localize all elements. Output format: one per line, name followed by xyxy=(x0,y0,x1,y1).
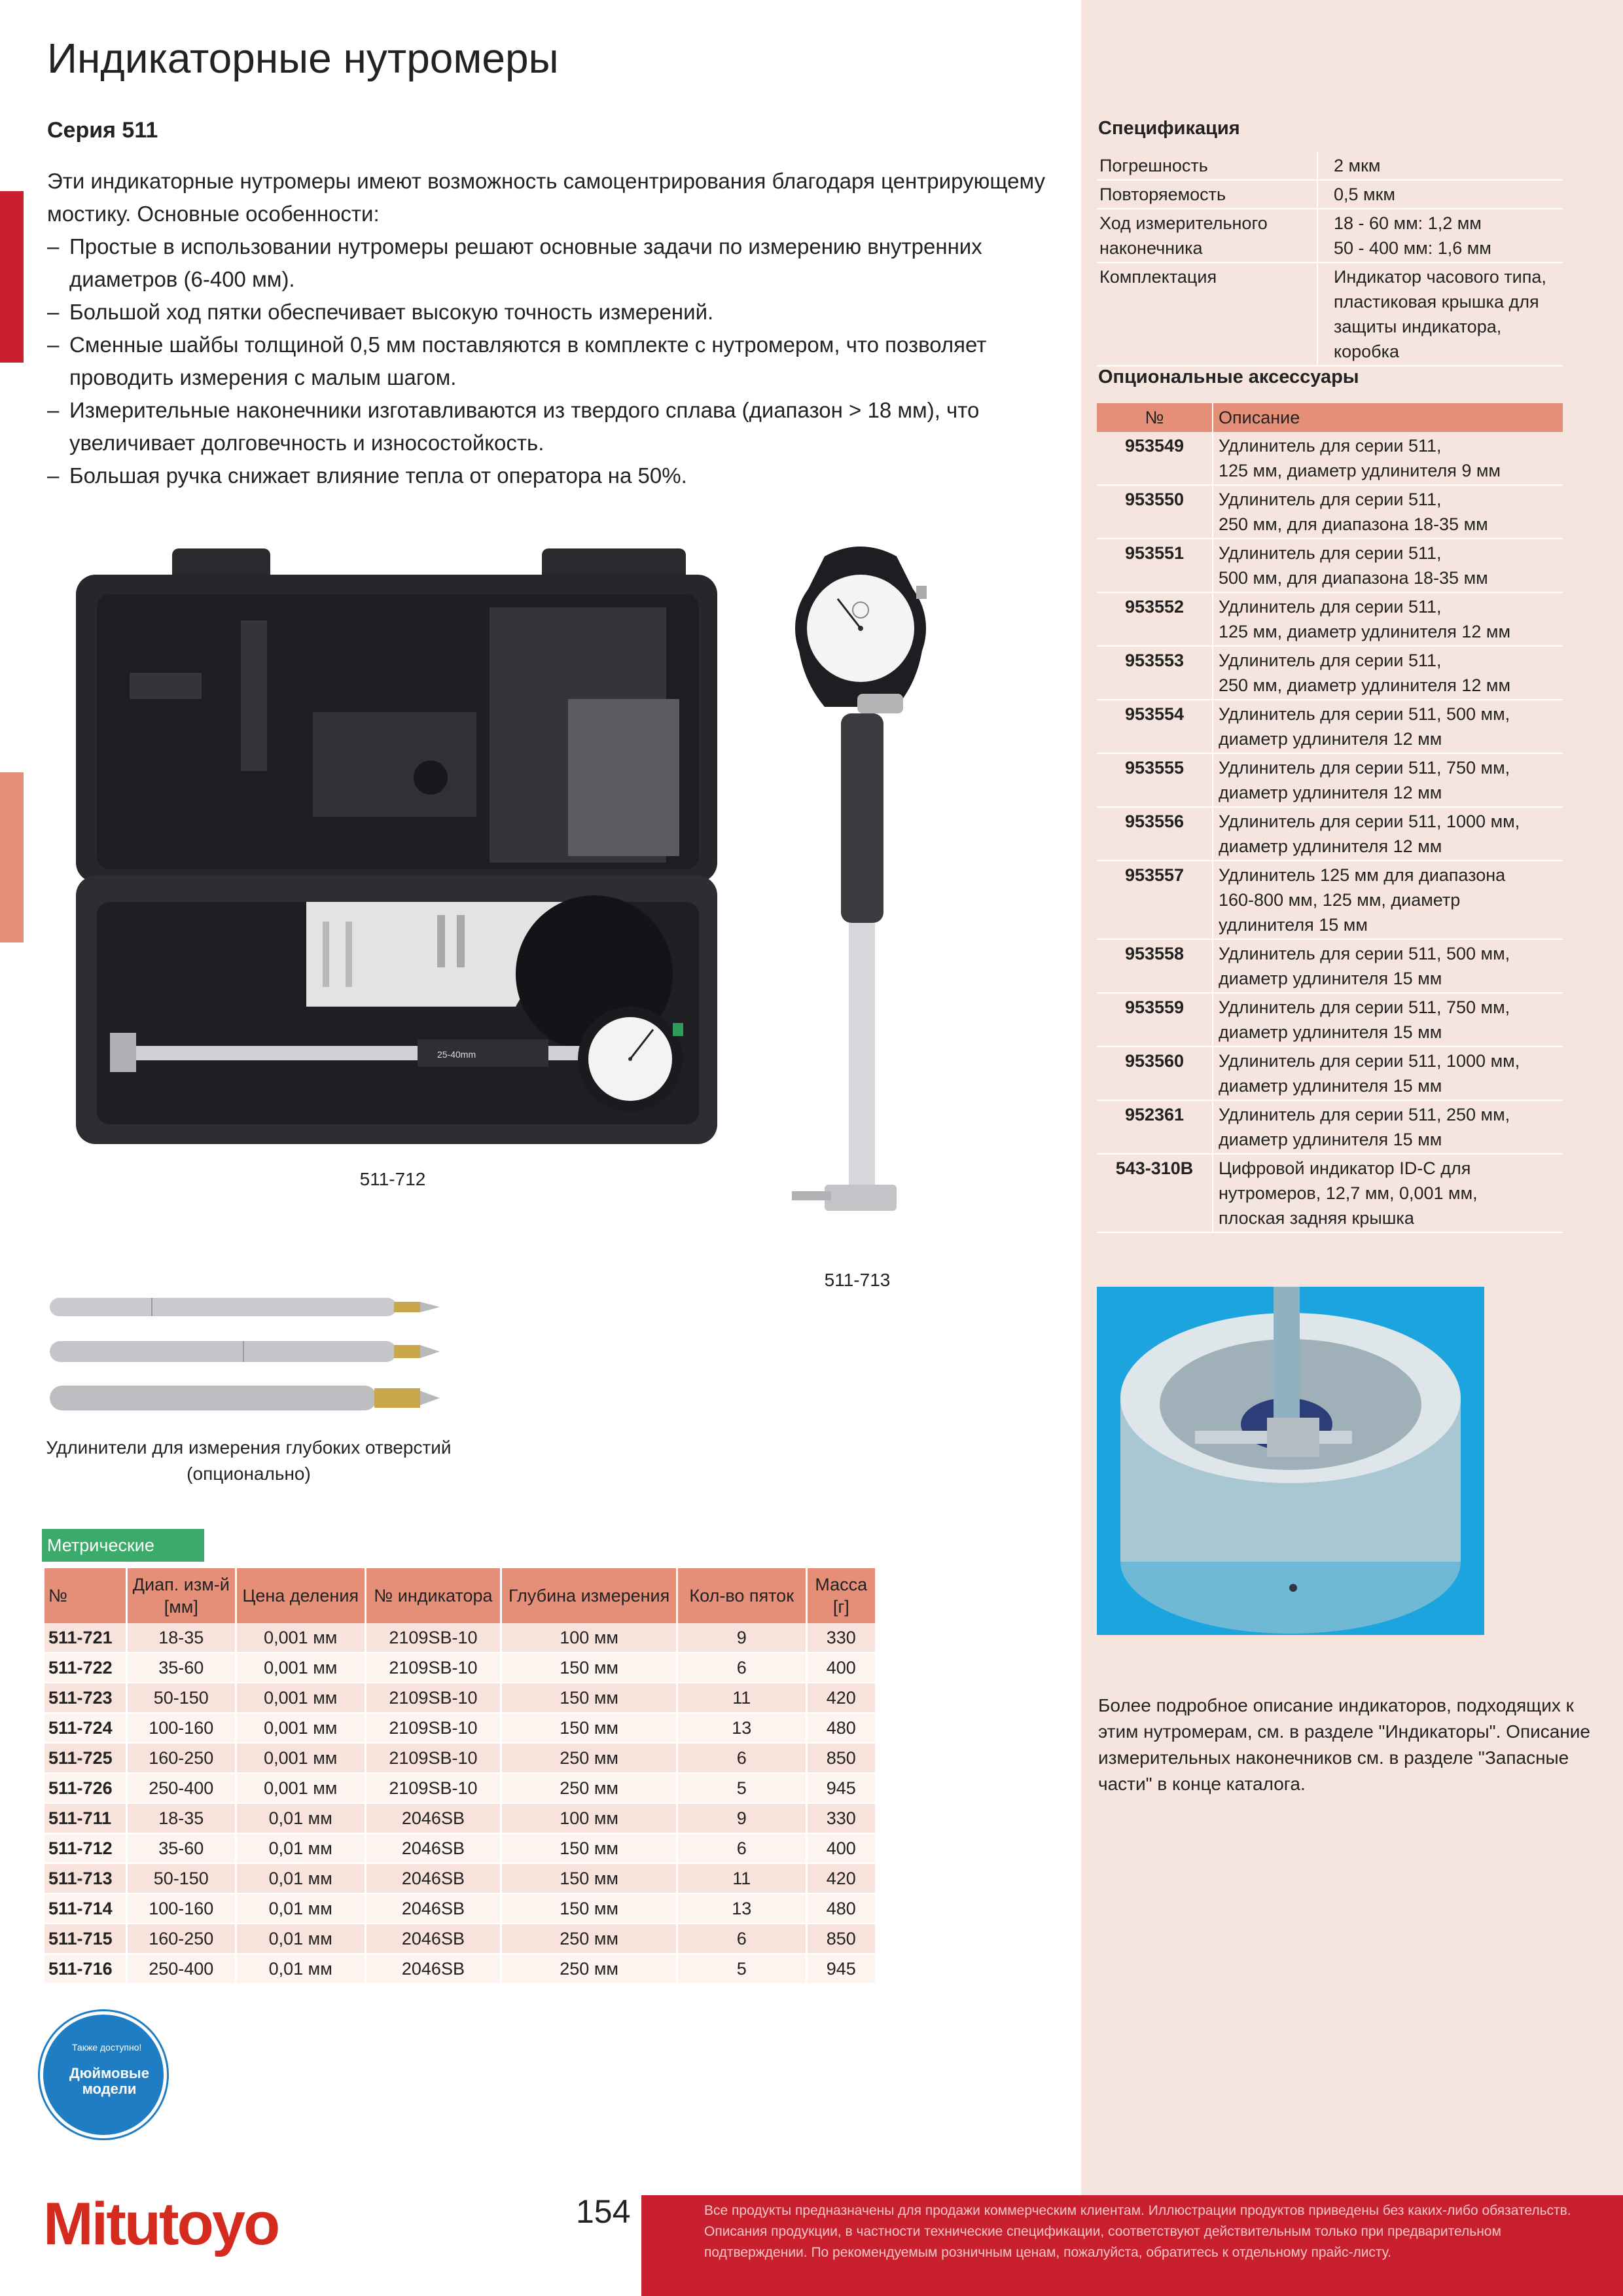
metric-anvils: 13 xyxy=(677,1713,806,1743)
metric-depth: 150 мм xyxy=(501,1893,677,1924)
metric-resolution: 0,01 мм xyxy=(236,1833,365,1863)
inch-models-badge xyxy=(43,2015,164,2135)
feature-item: – Измерительные наконечники изготавливаются из твердого сплава (диапазон > 18 мм), что увеличивает долговечность и износостойкость. xyxy=(47,394,1055,459)
metric-range: 18-35 xyxy=(126,1623,236,1653)
accessories-body xyxy=(1097,432,1563,1232)
spec-key: Комплектация xyxy=(1097,262,1317,366)
metric-no: 511-721 xyxy=(45,1623,126,1653)
metric-mass: 480 xyxy=(806,1713,876,1743)
badge-line1: Также доступно! xyxy=(72,2042,142,2053)
accessory-description: Удлинитель для серии 511, 500 мм, для диапазона 18-35 мм xyxy=(1213,539,1563,592)
metric-no: 511-715 xyxy=(45,1924,126,1954)
metric-anvils: 11 xyxy=(677,1863,806,1893)
accessory-number: 953555 xyxy=(1097,753,1213,807)
rods-caption-line2: (опционально) xyxy=(187,1463,311,1484)
accessory-description: Удлинитель для серии 511, 1000 мм, диаметр удлинителя 15 мм xyxy=(1213,1047,1563,1100)
metric-header-row xyxy=(45,1568,876,1623)
gauge-caption: 511-713 xyxy=(824,1270,891,1290)
spec-row xyxy=(1097,180,1563,209)
metric-depth: 250 мм xyxy=(501,1924,677,1954)
metric-range: 100-160 xyxy=(126,1713,236,1743)
metric-table xyxy=(45,1568,877,1984)
metric-mass: 400 xyxy=(806,1653,876,1683)
metric-no: 511-713 xyxy=(45,1863,126,1893)
metric-row xyxy=(45,1893,876,1924)
metric-range: 35-60 xyxy=(126,1833,236,1863)
metric-indicator: 2109SB-10 xyxy=(365,1653,501,1683)
accessory-row xyxy=(1097,939,1563,993)
page-number: 154 xyxy=(576,2193,631,2230)
info-note: Более подробное описание индикаторов, подходящих к этим нутромерам, см. в разделе "Индикаторы". Описание измерительных наконечников см. в разделе "Запасные части" в конце каталога. xyxy=(1098,1695,1590,1794)
metric-no: 511-726 xyxy=(45,1773,126,1803)
accessory-number: 953554 xyxy=(1097,700,1213,753)
metric-range: 160-250 xyxy=(126,1743,236,1773)
metric-range: 250-400 xyxy=(126,1954,236,1984)
accessory-row xyxy=(1097,1100,1563,1154)
metric-resolution: 0,001 мм xyxy=(236,1743,365,1773)
metric-indicator: 2046SB xyxy=(365,1863,501,1893)
feature-item: – Сменные шайбы толщиной 0,5 мм поставляются в комплекте с нутромером, что позволяет проводить измерения с малым шагом. xyxy=(47,329,1055,394)
metric-no: 511-714 xyxy=(45,1893,126,1924)
accessory-row xyxy=(1097,807,1563,861)
accessory-number: 953549 xyxy=(1097,432,1213,485)
metric-tag: Метрические xyxy=(42,1529,204,1562)
metric-mass: 420 xyxy=(806,1863,876,1893)
case-511-712-image xyxy=(71,548,719,1149)
spec-value: 0,5 мкм xyxy=(1317,180,1563,209)
case-caption: 511-712 xyxy=(359,1169,426,1189)
metric-depth: 150 мм xyxy=(501,1713,677,1743)
metric-anvils: 9 xyxy=(677,1623,806,1653)
metric-no: 511-712 xyxy=(45,1833,126,1863)
accessory-description: Удлинитель для серии 511, 750 мм, диаметр удлинителя 15 мм xyxy=(1213,993,1563,1047)
metric-depth: 250 мм xyxy=(501,1773,677,1803)
metric-anvils: 6 xyxy=(677,1743,806,1773)
metric-anvils: 6 xyxy=(677,1833,806,1863)
spec-row xyxy=(1097,209,1563,262)
accessories-header-row xyxy=(1097,403,1563,432)
bore-measurement-photo xyxy=(1097,1287,1484,1635)
accessory-number: 952361 xyxy=(1097,1100,1213,1154)
metric-depth: 250 мм xyxy=(501,1743,677,1773)
accessory-number: 953553 xyxy=(1097,646,1213,700)
metric-indicator: 2109SB-10 xyxy=(365,1683,501,1713)
metric-indicator: 2109SB-10 xyxy=(365,1713,501,1743)
metric-range: 50-150 xyxy=(126,1863,236,1893)
accessory-row xyxy=(1097,993,1563,1047)
metric-anvils: 6 xyxy=(677,1653,806,1683)
metric-mass: 945 xyxy=(806,1773,876,1803)
spec-row xyxy=(1097,262,1563,366)
accessory-number: 953552 xyxy=(1097,592,1213,646)
metric-anvils: 5 xyxy=(677,1773,806,1803)
gauge-511-713-image xyxy=(779,537,942,1250)
accessory-number: 953551 xyxy=(1097,539,1213,592)
metric-row xyxy=(45,1683,876,1713)
metric-mass: 850 xyxy=(806,1743,876,1773)
metric-resolution: 0,001 мм xyxy=(236,1683,365,1713)
metric-resolution: 0,001 мм xyxy=(236,1713,365,1743)
metric-mass: 330 xyxy=(806,1623,876,1653)
metric-col-range: Диап. изм-й [мм] xyxy=(126,1568,236,1623)
metric-depth: 150 мм xyxy=(501,1833,677,1863)
accessory-row xyxy=(1097,646,1563,700)
accessory-description: Удлинитель для серии 511, 1000 мм, диаметр удлинителя 12 мм xyxy=(1213,807,1563,861)
metric-row xyxy=(45,1833,876,1863)
intro-text: Эти индикаторные нутромеры имеют возможность самоцентрирования благодаря центрирующему мостику. Основные особенности: xyxy=(47,169,1046,226)
accessory-number: 543-310B xyxy=(1097,1154,1213,1232)
metric-no: 511-716 xyxy=(45,1954,126,1984)
accessory-number: 953550 xyxy=(1097,485,1213,539)
accessory-description: Удлинитель для серии 511, 750 мм, диаметр удлинителя 12 мм xyxy=(1213,753,1563,807)
metric-row xyxy=(45,1803,876,1833)
metric-no: 511-724 xyxy=(45,1713,126,1743)
feature-item: – Простые в использовании нутромеры решают основные задачи по измерению внутренних диаметров (6-400 мм). xyxy=(47,230,1055,296)
metric-mass: 420 xyxy=(806,1683,876,1713)
metric-row xyxy=(45,1773,876,1803)
accessory-description: Удлинитель для серии 511, 500 мм, диаметр удлинителя 12 мм xyxy=(1213,700,1563,753)
accessories-col-desc: Описание xyxy=(1213,403,1563,432)
metric-no: 511-725 xyxy=(45,1743,126,1773)
metric-anvils: 13 xyxy=(677,1893,806,1924)
metric-no: 511-722 xyxy=(45,1653,126,1683)
metric-depth: 150 мм xyxy=(501,1683,677,1713)
accessory-description: Удлинитель для серии 511, 250 мм, для диапазона 18-35 мм xyxy=(1213,485,1563,539)
accessory-description: Удлинитель для серии 511, 125 мм, диаметр удлинителя 12 мм xyxy=(1213,592,1563,646)
metric-indicator: 2109SB-10 xyxy=(365,1623,501,1653)
metric-indicator: 2109SB-10 xyxy=(365,1773,501,1803)
series-heading: Серия 511 xyxy=(47,118,158,143)
accessories-col-no: № xyxy=(1097,403,1213,432)
metric-col-resolution: Цена деления xyxy=(236,1568,365,1623)
metric-row xyxy=(45,1924,876,1954)
metric-range: 100-160 xyxy=(126,1893,236,1924)
metric-resolution: 0,001 мм xyxy=(236,1653,365,1683)
metric-mass: 400 xyxy=(806,1833,876,1863)
metric-anvils: 9 xyxy=(677,1803,806,1833)
metric-resolution: 0,01 мм xyxy=(236,1924,365,1954)
accessory-number: 953559 xyxy=(1097,993,1213,1047)
section-tab-salmon xyxy=(0,772,24,942)
metric-indicator: 2046SB xyxy=(365,1924,501,1954)
metric-resolution: 0,001 мм xyxy=(236,1773,365,1803)
metric-row xyxy=(45,1743,876,1773)
footer-disclaimer: Все продукты предназначены для продажи коммерческим клиентам. Иллюстрации продуктов приведены без каких-либо обязательств. Описания продукции, в частности технические спецификации, соответствуют действительным только при предварительном подтверждении. По рекомендуемым розничным ценам, пожалуйста, обратитесь к отдельному прайс-листу. xyxy=(704,2203,1571,2260)
accessory-number: 953557 xyxy=(1097,861,1213,939)
metric-depth: 250 мм xyxy=(501,1954,677,1984)
accessory-row xyxy=(1097,592,1563,646)
accessory-row xyxy=(1097,861,1563,939)
spec-row xyxy=(1097,152,1563,180)
metric-resolution: 0,01 мм xyxy=(236,1954,365,1984)
metric-resolution: 0,01 мм xyxy=(236,1863,365,1893)
metric-no: 511-711 xyxy=(45,1803,126,1833)
accessory-description: Удлинитель для серии 511, 250 мм, диаметр удлинителя 15 мм xyxy=(1213,1100,1563,1154)
spec-key: Ход измерительного наконечника xyxy=(1097,209,1317,262)
metric-range: 50-150 xyxy=(126,1683,236,1713)
metric-indicator: 2046SB xyxy=(365,1833,501,1863)
case-size-label: 25-40mm xyxy=(437,1049,476,1060)
metric-resolution: 0,01 мм xyxy=(236,1803,365,1833)
metric-row xyxy=(45,1653,876,1683)
metric-anvils: 11 xyxy=(677,1683,806,1713)
features-list xyxy=(47,230,1055,492)
badge-line2: Дюймовые модели xyxy=(69,2065,149,2097)
accessories-table xyxy=(1097,403,1563,1233)
accessory-row xyxy=(1097,485,1563,539)
accessory-row xyxy=(1097,432,1563,485)
metric-depth: 150 мм xyxy=(501,1863,677,1893)
feature-item: – Большая ручка снижает влияние тепла от оператора на 50%. xyxy=(47,459,1055,492)
metric-mass: 480 xyxy=(806,1893,876,1924)
spec-value: 18 - 60 мм: 1,2 мм 50 - 400 мм: 1,6 мм xyxy=(1317,209,1563,262)
metric-mass: 945 xyxy=(806,1954,876,1984)
accessory-row xyxy=(1097,1047,1563,1100)
mitutoyo-logo: Mitutoyo xyxy=(43,2191,279,2257)
accessory-number: 953560 xyxy=(1097,1047,1213,1100)
metric-depth: 100 мм xyxy=(501,1803,677,1833)
accessory-description: Цифровой индикатор ID-C для нутромеров, 12,7 мм, 0,001 мм, плоская задняя крышка xyxy=(1213,1154,1563,1232)
spec-key: Повторяемость xyxy=(1097,180,1317,209)
metric-row xyxy=(45,1713,876,1743)
metric-indicator: 2046SB xyxy=(365,1893,501,1924)
spec-value: Индикатор часового типа, пластиковая крышка для защиты индикатора, коробка xyxy=(1317,262,1563,366)
metric-anvils: 6 xyxy=(677,1924,806,1954)
spec-table xyxy=(1097,152,1563,367)
rods-caption-line1: Удлинители для измерения глубоких отверстий xyxy=(46,1437,452,1458)
feature-item: – Большой ход пятки обеспечивает высокую точность измерений. xyxy=(47,296,1055,329)
metric-mass: 330 xyxy=(806,1803,876,1833)
page-title: Индикаторные нутромеры xyxy=(47,35,559,82)
rods-caption xyxy=(39,1435,458,1487)
spec-heading: Спецификация xyxy=(1098,118,1240,139)
accessory-number: 953558 xyxy=(1097,939,1213,993)
accessory-row xyxy=(1097,1154,1563,1232)
metric-resolution: 0,001 мм xyxy=(236,1623,365,1653)
accessory-number: 953556 xyxy=(1097,807,1213,861)
extension-rods-image xyxy=(47,1293,440,1437)
accessories-heading: Опциональные аксессуары xyxy=(1098,367,1359,387)
metric-col-indicator: № индикатора xyxy=(365,1568,501,1623)
metric-range: 18-35 xyxy=(126,1803,236,1833)
section-tab-red xyxy=(0,191,24,363)
metric-col-no: № xyxy=(45,1568,126,1623)
metric-indicator: 2046SB xyxy=(365,1954,501,1984)
accessory-description: Удлинитель 125 мм для диапазона 160-800 мм, 125 мм, диаметр удлинителя 15 мм xyxy=(1213,861,1563,939)
accessory-row xyxy=(1097,539,1563,592)
accessory-description: Удлинитель для серии 511, 250 мм, диаметр удлинителя 12 мм xyxy=(1213,646,1563,700)
metric-row xyxy=(45,1954,876,1984)
metric-indicator: 2109SB-10 xyxy=(365,1743,501,1773)
spec-value: 2 мкм xyxy=(1317,152,1563,180)
metric-body xyxy=(45,1623,876,1984)
spec-key: Погрешность xyxy=(1097,152,1317,180)
metric-row xyxy=(45,1863,876,1893)
metric-col-depth: Глубина измерения xyxy=(501,1568,677,1623)
metric-no: 511-723 xyxy=(45,1683,126,1713)
accessory-description: Удлинитель для серии 511, 125 мм, диаметр удлинителя 9 мм xyxy=(1213,432,1563,485)
metric-mass: 850 xyxy=(806,1924,876,1954)
accessory-row xyxy=(1097,700,1563,753)
metric-col-anvils: Кол-во пяток xyxy=(677,1568,806,1623)
metric-indicator: 2046SB xyxy=(365,1803,501,1833)
accessory-description: Удлинитель для серии 511, 500 мм, диаметр удлинителя 15 мм xyxy=(1213,939,1563,993)
metric-depth: 150 мм xyxy=(501,1653,677,1683)
metric-row xyxy=(45,1623,876,1653)
metric-resolution: 0,01 мм xyxy=(236,1893,365,1924)
metric-range: 160-250 xyxy=(126,1924,236,1954)
metric-range: 35-60 xyxy=(126,1653,236,1683)
metric-col-mass: Масса [г] xyxy=(806,1568,876,1623)
metric-depth: 100 мм xyxy=(501,1623,677,1653)
metric-anvils: 5 xyxy=(677,1954,806,1984)
accessory-row xyxy=(1097,753,1563,807)
metric-range: 250-400 xyxy=(126,1773,236,1803)
